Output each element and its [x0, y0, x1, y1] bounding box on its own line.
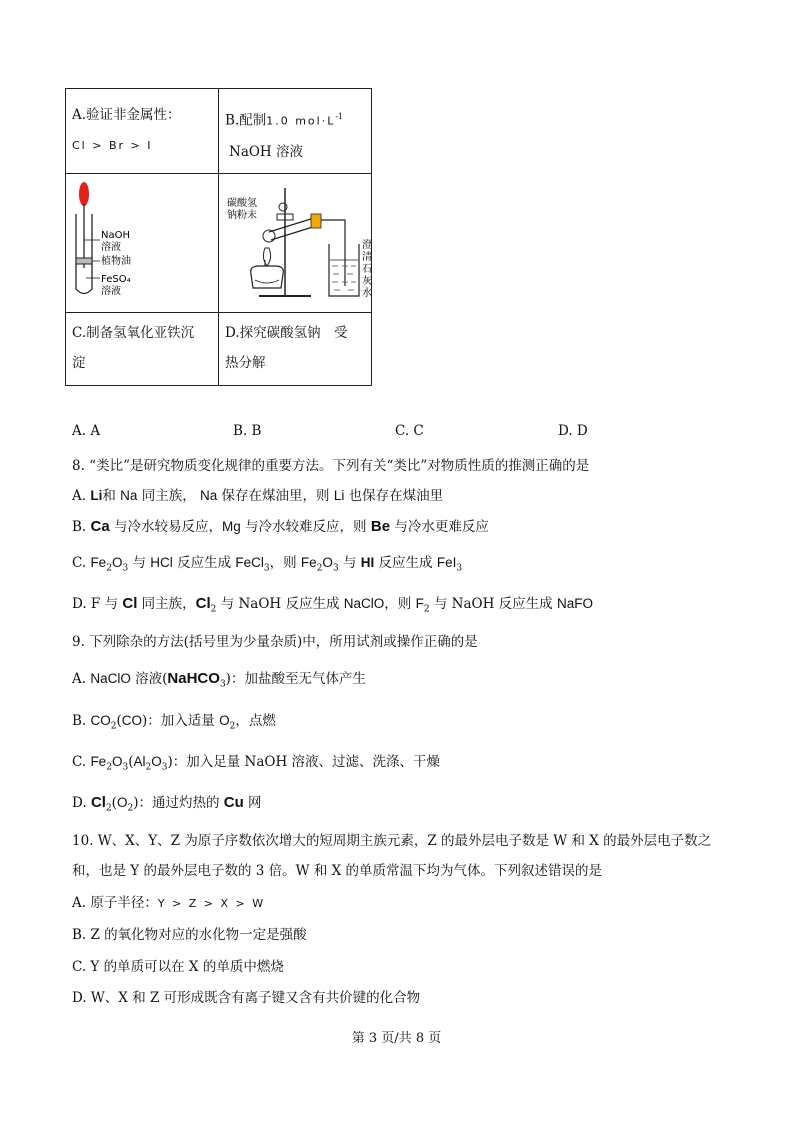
- option-d-figure-cell: [219, 174, 372, 313]
- label-feso4: FeSO₄: [101, 274, 131, 285]
- q10-option-a: A. 原子半径：Y > Z > X > W: [72, 895, 266, 911]
- q9-option-c: C. $Fe_2O_3(Al_2O_3)$：加入足量 NaOH 溶液、过滤、洗涤、干燥: [72, 754, 441, 773]
- page-number-footer: 第 3 页/共 8 页: [351, 1031, 442, 1046]
- label-naoh-solution: 溶液: [101, 242, 121, 253]
- q9-option-a: A. NaClO 溶液(NaHCO$_3$)：加盐酸至无气体产生: [72, 670, 366, 690]
- label-bicarbonate-1: 碳酸氢: [227, 198, 257, 209]
- option-a-cell: [66, 89, 219, 174]
- experiment-options-table: [65, 88, 372, 386]
- label-limewater-2: 清: [362, 252, 371, 263]
- q8-option-d: D. F 与 Cl 同主族，$Cl_2$ 与 NaOH 反应生成 NaClO，则 $F_2$ 与 NaOH 反应生成 NaFO: [72, 595, 593, 615]
- q8-option-c: C. $Fe_2O_3$ 与 HCl 反应生成 FeCl$_3$，则 $Fe_2O_3$ 与 HI 反应生成 FeI$_3$: [72, 555, 463, 574]
- delivery-tube: [321, 220, 345, 286]
- ferrous-hydroxide-apparatus-figure: [66, 174, 218, 308]
- option-d-title-line1: D.探究碳酸氢钠 受: [225, 325, 348, 341]
- label-limewater-1: 澄: [362, 240, 371, 251]
- option-c-title-line1: C.制备氢氧化亚铁沉: [72, 325, 195, 341]
- option-b-solution: NaOH 溶液: [229, 144, 303, 160]
- label-bicarbonate-2: 钠粉末: [227, 210, 257, 221]
- label-limewater-3: 石: [362, 264, 371, 275]
- label-feso4-solution: 溶液: [101, 286, 121, 297]
- q9-stem: 9. 下列除杂的方法(括号里为少量杂质)中，所用试剂或操作正确的是: [72, 634, 478, 650]
- option-c-title-line2: 淀: [72, 355, 86, 371]
- q8-option-a: A. Li和 Na 同主族， Na 保存在煤油里，则 Li 也保存在煤油里: [72, 488, 444, 504]
- option-a-formula: Cl > Br > I: [72, 139, 153, 152]
- q10-option-b: B. Z 的氧化物对应的水化物一定是强酸: [72, 927, 307, 943]
- option-c-cell: [66, 313, 219, 386]
- rubber-stopper: [311, 214, 321, 228]
- option-b-title: B.配制1.0 $mol\cdot L^{-1}$: [225, 112, 344, 129]
- alcohol-lamp: [251, 266, 284, 288]
- q7-option-d: D. D: [558, 423, 588, 439]
- option-b-concentration: 1.0 mol·L: [266, 114, 336, 128]
- q8-option-b: B. Ca 与冷水较易反应，Mg 与冷水较难反应，则 Be 与冷水更难反应: [72, 518, 489, 535]
- option-d-title-line2: 热分解: [225, 355, 266, 371]
- q10-stem-line2: 和，也是 Y 的最外层电子数的 3 倍。W 和 X 的单质常温下均为气体。下列叙述错误的是: [72, 863, 603, 879]
- q8-stem: 8. “类比”是研究物质变化规律的重要方法。下列有关“类比”对物质性质的推测正确的是: [72, 458, 590, 474]
- q7-option-b: B. B: [233, 423, 262, 439]
- label-limewater-4: 灰: [362, 276, 371, 287]
- q9-option-b: B. $CO_2(CO)$：加入适量 $O_2$，点燃: [72, 713, 276, 732]
- beaker: [329, 244, 359, 296]
- q10-option-c: C. Y 的单质可以在 X 的单质中燃烧: [72, 959, 284, 975]
- q9-option-d: D. $Cl_2(O_2)$：通过灼热的 Cu 网: [72, 794, 262, 814]
- option-d-cell: [219, 313, 372, 386]
- bicarbonate-decomposition-apparatus-figure: [219, 174, 371, 308]
- label-naoh: NaOH: [101, 230, 130, 241]
- q10-option-a-formula: Y > Z > X > W: [157, 897, 266, 910]
- label-limewater-5: 水: [362, 288, 371, 299]
- q7-option-c: C. C: [395, 423, 424, 439]
- q10-stem-line1: 10. W、X、Y、Z 为原子序数依次增大的短周期主族元素，Z 的最外层电子数是 W 和 X 的最外层电子数之: [72, 833, 712, 849]
- dropper-bulb: [79, 182, 89, 206]
- q10-option-d: D. W、X 和 Z 可形成既含有离子键又含有共价键的化合物: [72, 990, 421, 1006]
- option-c-figure-cell: [66, 174, 219, 313]
- option-b-cell: [219, 89, 372, 174]
- label-vegetable-oil: 植物油: [101, 256, 131, 267]
- option-a-title: A.验证非金属性：: [72, 107, 181, 123]
- q7-option-a: A. A: [72, 423, 101, 439]
